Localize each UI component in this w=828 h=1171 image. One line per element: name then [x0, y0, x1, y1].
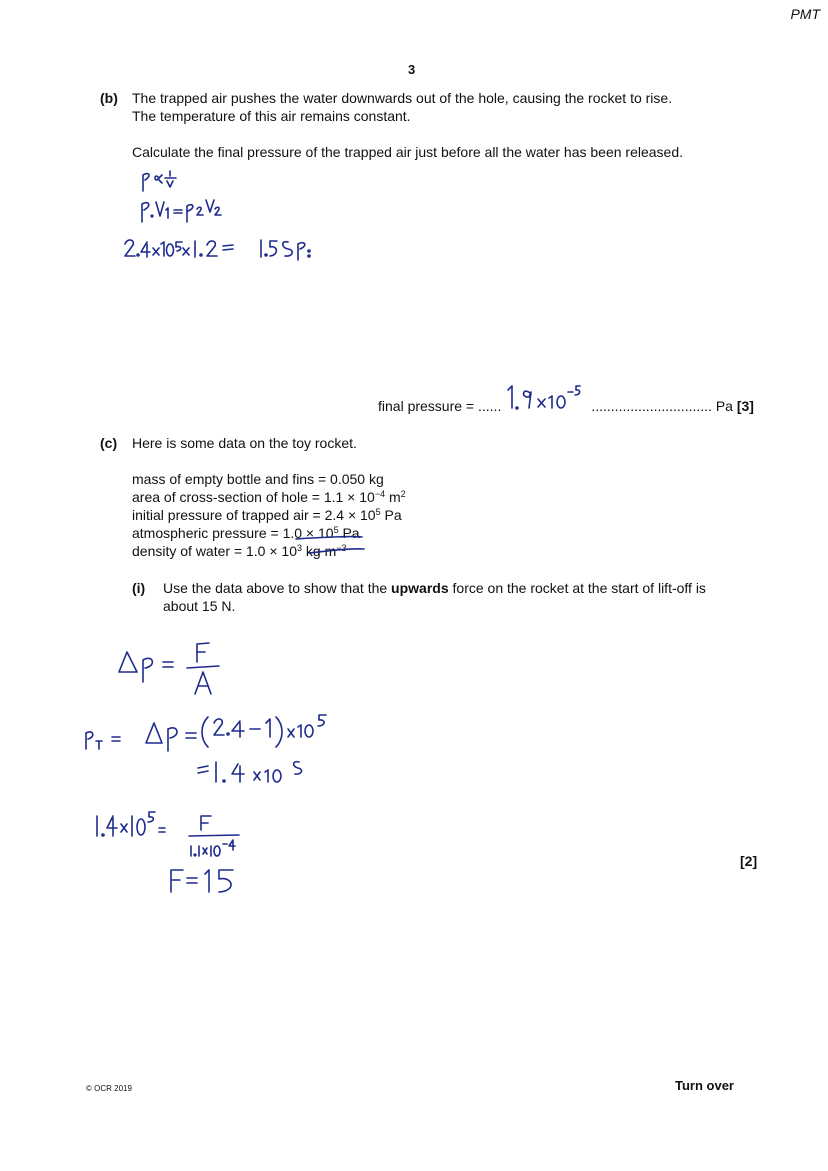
part-b-prompt: Calculate the final pressure of the trapped air just before all the water has been released.: [132, 144, 683, 160]
page-number: 3: [408, 62, 416, 77]
data-line-atmospheric-pressure: atmospheric pressure = $1.0 \times 10^5$ Pa: [132, 525, 360, 541]
part-b-line-2: The temperature of this air remains constant.: [132, 108, 411, 124]
copyright: © OCR 2019: [86, 1084, 132, 1093]
handwriting-b-substitution: [123, 236, 313, 264]
part-b-line-1: The trapped air pushes the water downwards out of the hole, causing the rocket to rise.: [132, 90, 673, 106]
marks-c-i: [2]: [740, 853, 758, 869]
handwriting-b-answer: [505, 382, 605, 412]
marks-b: [3]: [736, 398, 754, 414]
data-line-density: density of water = $1.0 \times 10^3$ kg $m^{-3}$: [132, 543, 347, 559]
question-label-c: (c): [100, 435, 118, 451]
answer-dots-left: ......: [478, 398, 502, 414]
data-line-mass: mass of empty bottle and fins = 0.050 kg: [132, 471, 384, 487]
data-line-initial-pressure: initial pressure of trapped air = $2.4 \times 10^5$ Pa: [132, 507, 402, 523]
pmt-watermark: PMT: [790, 6, 820, 22]
handwriting-ci-result: [194, 758, 334, 788]
question-label-b: (b): [100, 90, 118, 106]
part-c-intro: Here is some data on the toy rocket.: [132, 435, 357, 451]
handwriting-b-proportion: [140, 165, 200, 195]
data-line-area: area of cross-section of hole = $1.1 \times 10^{-4}$ $m^2$: [132, 489, 406, 505]
handwriting-ci-force-area: [115, 638, 225, 700]
sub-question-i-line-1: Use the data above to show that the upwards force on the rocket at the start of lift-off is: [163, 580, 706, 596]
answer-dots-right: ...............................: [591, 398, 712, 414]
sub-question-label-i: (i): [132, 580, 146, 596]
turn-over: Turn over: [675, 1078, 734, 1093]
handwriting-underline: [294, 535, 424, 557]
handwriting-ci-substituted: [93, 808, 253, 864]
sub-question-i-line-2: about 15 N.: [163, 598, 236, 614]
handwriting-b-boyle: [139, 196, 229, 226]
final-pressure-label: final pressure =: [378, 398, 475, 414]
handwriting-ci-answer: [167, 866, 247, 896]
handwriting-ci-pressure-diff: [82, 711, 372, 753]
answer-unit: Pa: [715, 398, 733, 414]
